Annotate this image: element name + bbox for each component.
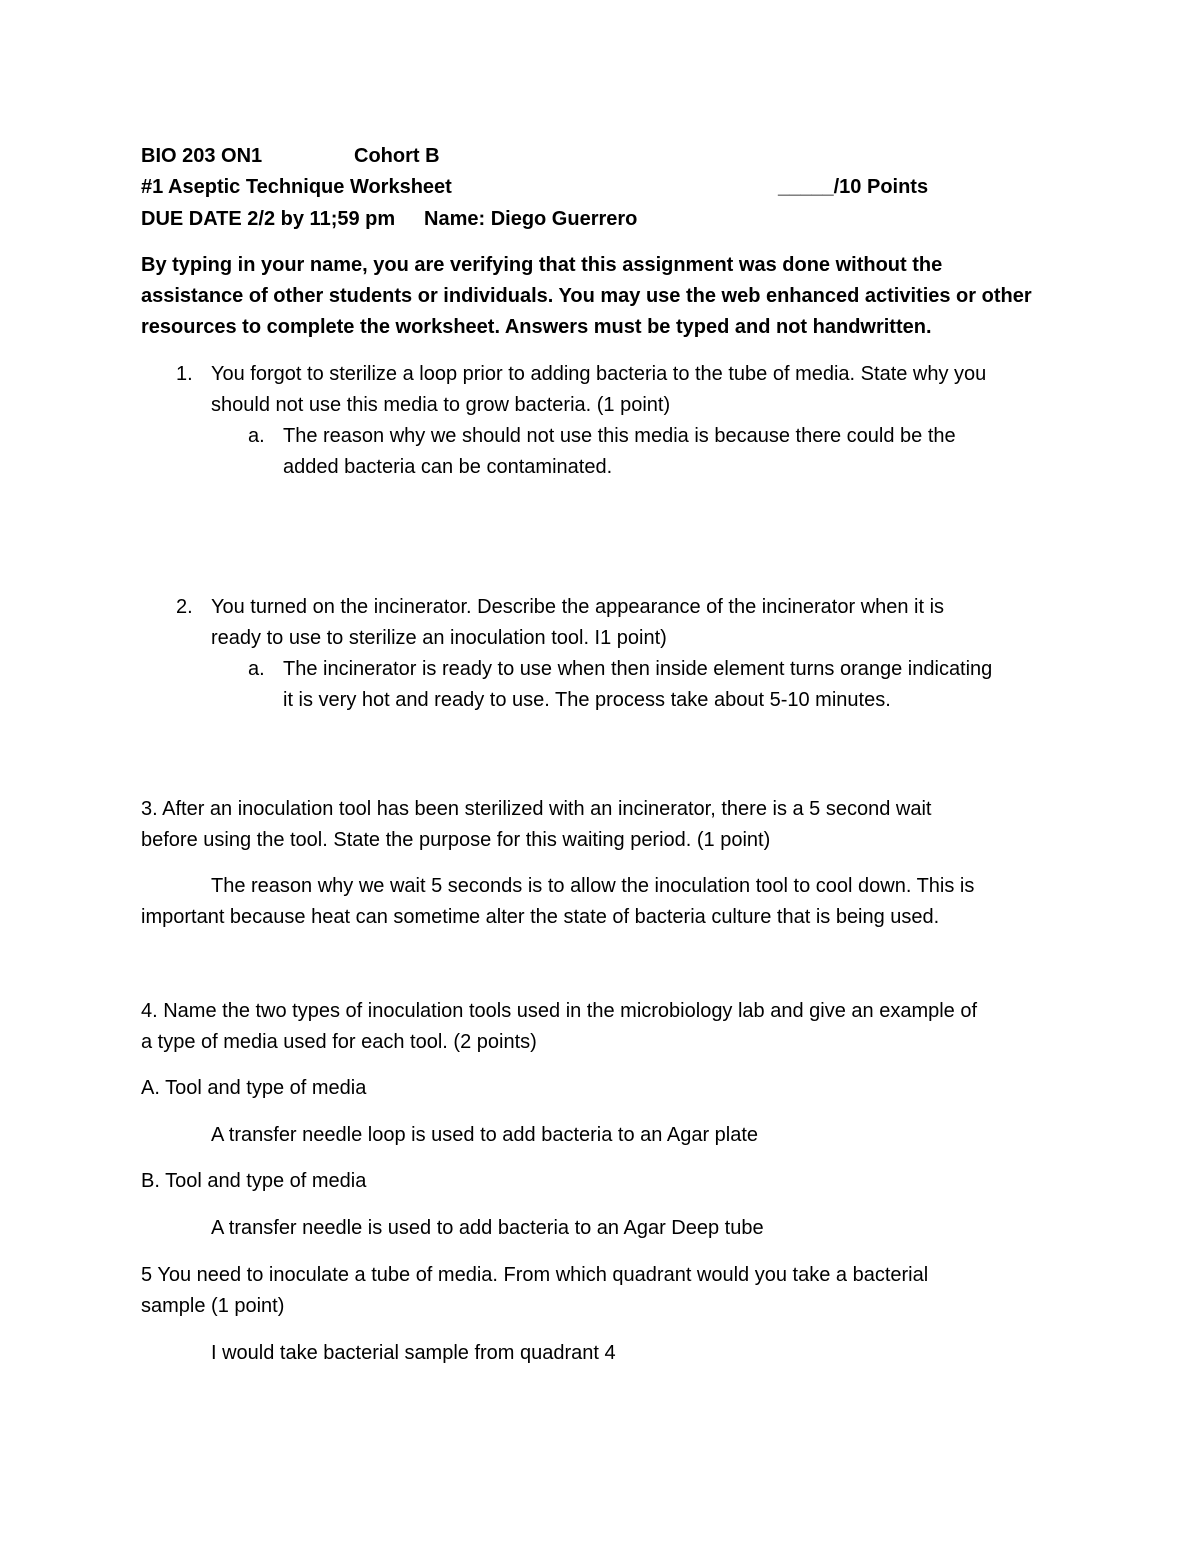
q4-line-2: a type of media used for each tool. (2 points) <box>141 1031 537 1053</box>
q1-answer-line-2: added bacteria can be contaminated. <box>283 456 613 478</box>
q5-answer: I would take bacterial sample from quadrant 4 <box>211 1342 616 1364</box>
q3-answer-line-1: The reason why we wait 5 seconds is to allow the inoculation tool to cool down. This is <box>211 875 975 897</box>
q4-b-answer: A transfer needle is used to add bacteria to an Agar Deep tube <box>211 1217 764 1239</box>
q4-a-label: A. Tool and type of media <box>141 1077 367 1099</box>
q2-line-2: ready to use to sterilize an inoculation tool. I1 point) <box>211 627 667 649</box>
q5-line-2: sample (1 point) <box>141 1295 285 1317</box>
q1-answer-line-1: The reason why we should not use this media is because there could be the <box>283 425 956 447</box>
q2-answer-marker: a. <box>248 658 265 680</box>
due-date: DUE DATE 2/2 by 11;59 pm <box>141 208 396 230</box>
q3-line-2: before using the tool. State the purpose for this waiting period. (1 point) <box>141 829 771 851</box>
course-code: BIO 203 ON1 <box>141 145 263 167</box>
statement-line-1: By typing in your name, you are verifying that this assignment was done without the <box>141 254 943 276</box>
q4-b-label: B. Tool and type of media <box>141 1170 367 1192</box>
statement-line-2: assistance of other students or individuals. You may use the web enhanced activities or other <box>141 285 1032 307</box>
points-field: _____/10 Points <box>778 176 929 198</box>
student-name: Name: Diego Guerrero <box>424 208 638 230</box>
q1-answer-marker: a. <box>248 425 265 447</box>
q2-number: 2. <box>176 596 193 618</box>
q3-line-1: 3. After an inoculation tool has been sterilized with an incinerator, there is a 5 second wait <box>141 798 932 820</box>
statement-line-3: resources to complete the worksheet. Answers must be typed and not handwritten. <box>141 316 932 338</box>
q1-line-1: You forgot to sterilize a loop prior to adding bacteria to the tube of media. State why you <box>211 363 987 385</box>
q2-answer-line-2: it is very hot and ready to use. The process take about 5-10 minutes. <box>283 689 891 711</box>
q5-line-1: 5 You need to inoculate a tube of media. From which quadrant would you take a bacterial <box>141 1264 929 1286</box>
cohort-label: Cohort B <box>354 145 440 167</box>
q2-answer-line-1: The incinerator is ready to use when then inside element turns orange indicating <box>283 658 993 680</box>
q2-line-1: You turned on the incinerator. Describe the appearance of the incinerator when it is <box>211 596 945 618</box>
worksheet-title: #1 Aseptic Technique Worksheet <box>141 176 452 198</box>
q1-line-2: should not use this media to grow bacteria. (1 point) <box>211 394 671 416</box>
q1-number: 1. <box>176 363 193 385</box>
q4-a-answer: A transfer needle loop is used to add bacteria to an Agar plate <box>211 1124 759 1146</box>
q3-answer-line-2: important because heat can sometime alter the state of bacteria culture that is being used. <box>141 906 940 928</box>
q4-line-1: 4. Name the two types of inoculation tools used in the microbiology lab and give an example of <box>141 1000 978 1022</box>
